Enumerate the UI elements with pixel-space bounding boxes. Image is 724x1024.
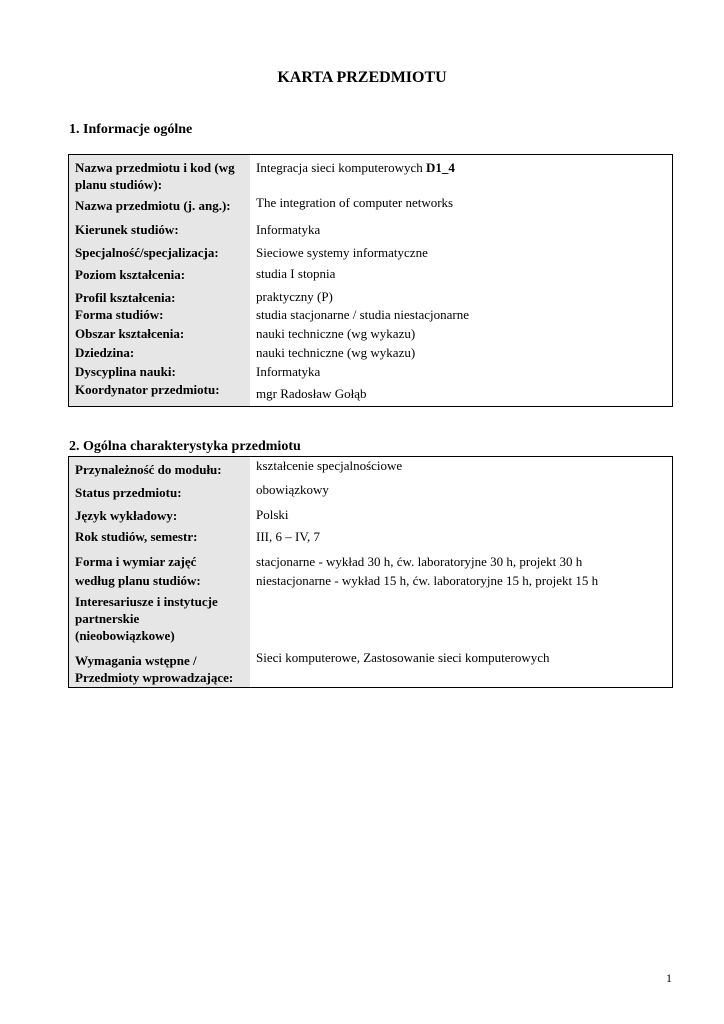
row-label: Koordynator przedmiotu: xyxy=(69,381,251,406)
row-label: Forma studiów: xyxy=(69,306,251,325)
value-line: niestacjonarne - wykład 15 h, ćw. laboratoryjne 15 h, projekt 15 h xyxy=(256,572,599,588)
row-label: Status przedmiotu: xyxy=(69,479,251,503)
table-row xyxy=(69,220,673,243)
table-row xyxy=(69,306,673,325)
table-row xyxy=(69,648,673,687)
course-name: Integracja sieci komputerowych xyxy=(256,160,423,175)
table-row xyxy=(69,155,673,194)
row-label: Język wykładowy: xyxy=(69,503,251,525)
row-label: Rok studiów, semestr: xyxy=(69,525,251,548)
row-value: Polski xyxy=(250,503,673,525)
table-row xyxy=(69,288,673,306)
characteristics-table xyxy=(68,456,673,591)
table-row xyxy=(69,381,673,406)
label-line: Przedmioty wprowadzające: xyxy=(75,670,234,685)
stakeholders-table xyxy=(68,590,673,649)
table-row xyxy=(69,457,673,479)
row-value xyxy=(250,590,673,648)
row-value: Informatyka xyxy=(250,363,673,381)
row-label xyxy=(69,648,251,687)
table-row xyxy=(69,363,673,381)
row-label: Specjalność/specjalizacja: xyxy=(69,243,251,265)
row-label: Obszar kształcenia: xyxy=(69,325,251,344)
requirements-table xyxy=(68,648,673,688)
row-value: III, 6 – IV, 7 xyxy=(250,525,673,548)
row-value: mgr Radosław Gołąb xyxy=(250,381,673,406)
row-value xyxy=(250,155,673,194)
row-label xyxy=(69,590,251,648)
page-title: KARTA PRZEDMIOTU xyxy=(277,69,447,86)
row-value: nauki techniczne (wg wykazu) xyxy=(250,325,673,344)
row-label: Nazwa przedmiotu (j. ang.): xyxy=(69,193,251,220)
section-heading-general-info: 1. Informacje ogólne xyxy=(69,122,193,137)
row-label: Nazwa przedmiotu i kod (wg planu studiów): xyxy=(69,155,251,194)
table-row xyxy=(69,265,673,288)
table-row xyxy=(69,243,673,265)
page-number: 1 xyxy=(666,971,672,985)
table-row xyxy=(69,503,673,525)
row-value: nauki techniczne (wg wykazu) xyxy=(250,344,673,363)
row-value xyxy=(250,548,673,591)
label-line: według planu studiów: xyxy=(75,572,201,588)
general-info-table xyxy=(68,154,673,407)
row-value: Sieci komputerowe, Zastosowanie sieci komputerowych xyxy=(250,648,673,687)
table-row xyxy=(69,344,673,363)
label-line: partnerskie xyxy=(75,611,140,626)
table-row xyxy=(69,193,673,220)
table-row xyxy=(69,590,673,648)
label-line: Interesariusze i instytucje xyxy=(75,594,218,609)
course-code: D1_4 xyxy=(426,160,455,175)
row-value: kształcenie specjalnościowe xyxy=(250,457,673,479)
row-label xyxy=(69,548,251,591)
row-label: Kierunek studiów: xyxy=(69,220,251,243)
label-line: (nieobowiązkowe) xyxy=(75,628,175,643)
table-row xyxy=(69,548,673,591)
row-value: praktyczny (P) xyxy=(250,288,673,306)
label-line: Wymagania wstępne / xyxy=(75,653,197,668)
row-value: Informatyka xyxy=(250,220,673,243)
row-value: Sieciowe systemy informatyczne xyxy=(250,243,673,265)
row-label: Dziedzina: xyxy=(69,344,251,363)
value-line: stacjonarne - wykład 30 h, ćw. laboratoryjne 30 h, projekt 30 h xyxy=(256,553,583,569)
row-value: obowiązkowy xyxy=(250,479,673,503)
row-label: Poziom kształcenia: xyxy=(69,265,251,288)
label-line: Forma i wymiar zajęć xyxy=(75,553,197,569)
table-row xyxy=(69,479,673,503)
section-heading-characteristics: 2. Ogólna charakterystyka przedmiotu xyxy=(69,439,301,454)
row-value: studia I stopnia xyxy=(250,265,673,288)
row-value: studia stacjonarne / studia niestacjonarne xyxy=(250,306,673,325)
table-row xyxy=(69,525,673,548)
row-value: The integration of computer networks xyxy=(250,193,673,220)
row-label: Przynależność do modułu: xyxy=(69,457,251,479)
row-label: Dyscyplina nauki: xyxy=(69,363,251,381)
row-label: Profil kształcenia: xyxy=(69,288,251,306)
table-row xyxy=(69,325,673,344)
